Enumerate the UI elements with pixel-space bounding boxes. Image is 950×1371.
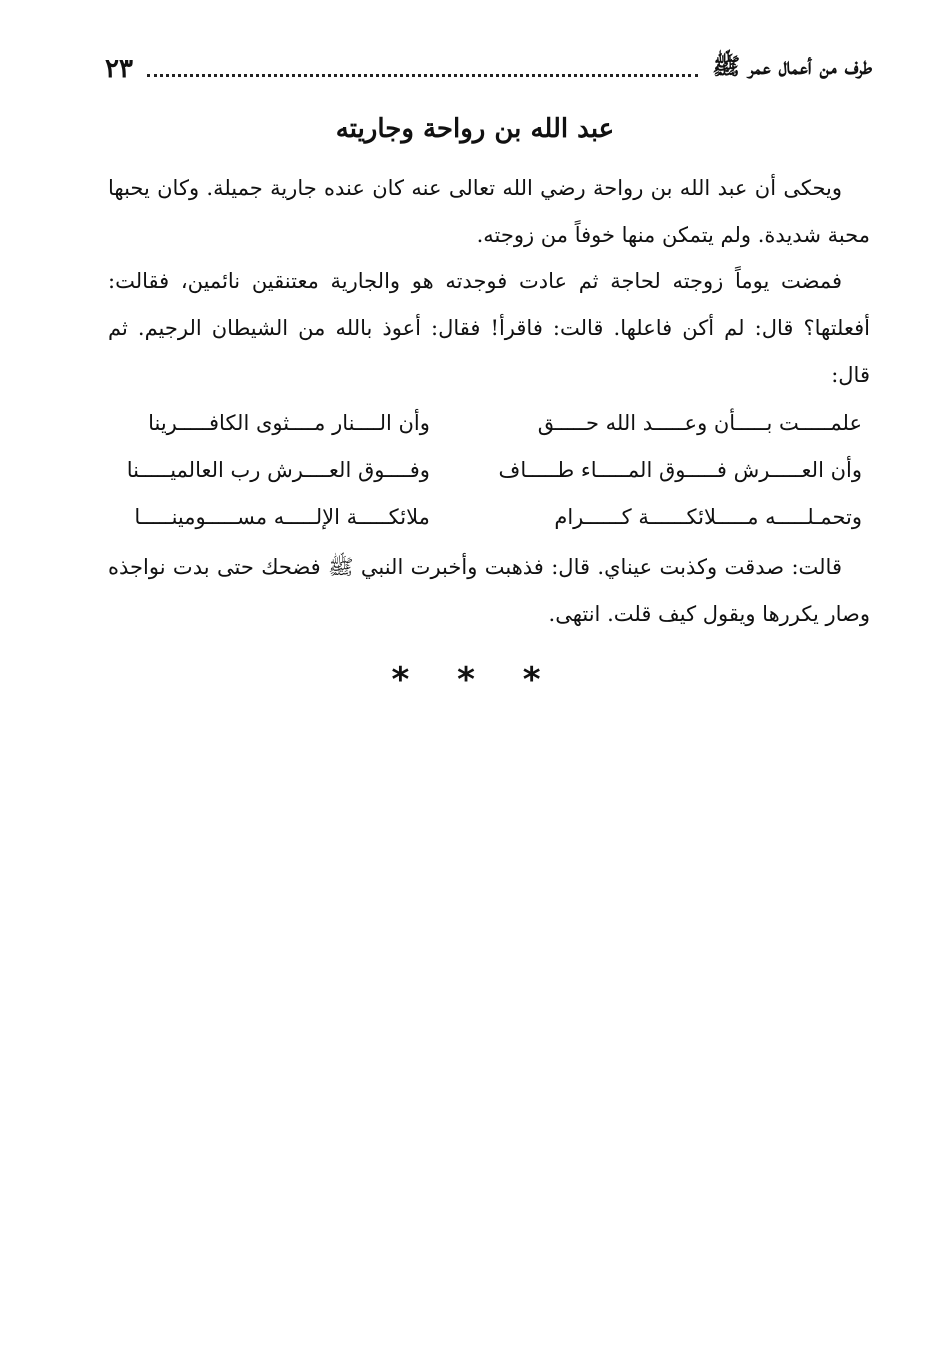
paragraph-2: فمضت يوماً زوجته لحاجة ثم عادت فوجدته هو والجارية معتنقين نائمين، فقالت: أفعلتها؟ قال: لم أكن فاعلها. قالت: فاقرأ! فقال: أعوذ بالله من الشيطان الرجيم. ثم قال: [108,269,870,387]
verse-first-hemistich: وأن العـــــرش فـــــوق المـــــاء طـــــاف [498,458,862,482]
page-number: ٢٣ [105,54,133,84]
verse-second-hemistich: ملائكـــــة الإلـــــه مســـــومينـــــا [134,505,430,529]
verse-second-hemistich: وفــــوق العــــرش رب العالميـــــنا [126,458,430,482]
poem-verse [108,494,862,541]
verse-second-hemistich: وأن الــــنار مــــثوى الكافـــــرينا [148,411,430,435]
paragraph-1: ويحكى أن عبد الله بن رواحة رضي الله تعالى عنه كان عنده جارية جميلة. وكان يحبها محبة شديدة. ولم يتمكن منها خوفاً من زوجته. [108,176,870,247]
verse-first-hemistich: علمـــــت بـــــأن وعـــــد الله حـــــق [537,411,862,435]
paragraph-3: قالت: صدقت وكذبت عيناي. قال: فذهبت وأخبرت النبي ﷺ فضحك حتى بدت نواجذه وصار يكررها ويقول كيف قلت. انتهى. [108,555,870,626]
verse-first-hemistich: وتحمـلـــــه مـــــلائكــــــة كــــــرام [554,505,862,529]
poem-verse [108,400,862,447]
dotted-leader [147,74,698,77]
running-header [105,44,872,94]
running-title: طرف من أعمال عمر ﷺ [712,53,872,80]
section-separator: * * * [391,660,559,700]
poem [108,400,862,541]
section-title: عبد الله بن رواحة وجاريته [335,114,615,144]
poem-verse [108,447,862,494]
